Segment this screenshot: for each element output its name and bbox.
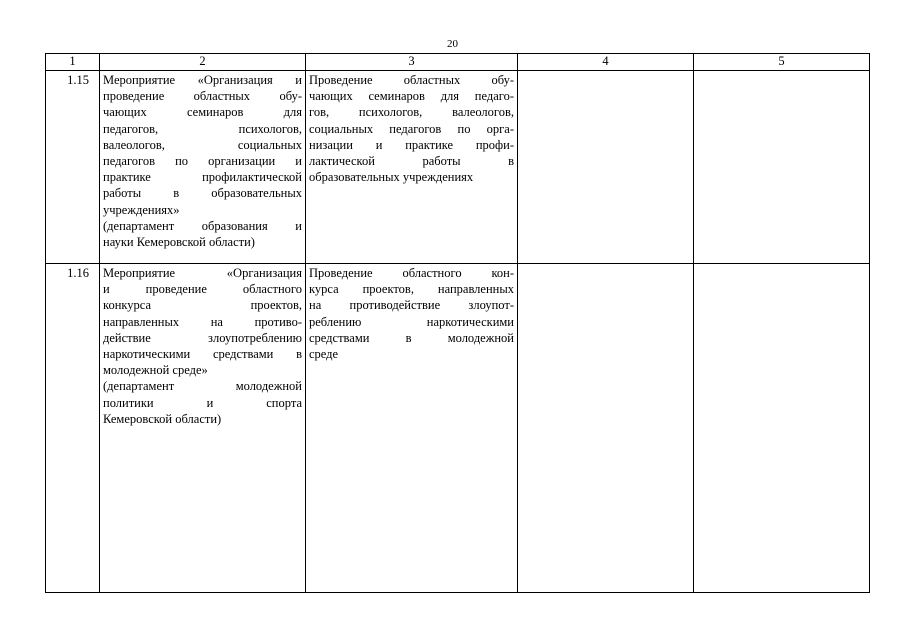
cell-text-line: наркотическими средствами в [103, 347, 302, 362]
cell-text-line: педагогов, психологов, [103, 121, 302, 136]
cell-text-line: валеологов, социальных [103, 137, 302, 152]
cell-text-line: курса проектов, направленных [309, 282, 514, 297]
cell-text-line: Мероприятие «Организация [103, 266, 302, 280]
measure-name-cell [100, 264, 306, 593]
column-header-2: 2 [100, 54, 306, 71]
cell-text-line: на противодействие злоупот- [309, 298, 514, 313]
cell-text-line: средствами в молодежной [309, 330, 514, 345]
cell-text-line: социальных педагогов по орга- [309, 121, 514, 136]
cell-text-line: реблению наркотическими [309, 314, 514, 329]
column-header-4: 4 [518, 54, 694, 71]
column-4-cell [518, 264, 694, 593]
row-number: 1.16 [46, 264, 100, 593]
cell-text-line: Кемеровской области) [103, 411, 222, 426]
cell-text-line: учреждениях» [103, 202, 180, 217]
cell-text-line: действие злоупотреблению [103, 330, 302, 345]
cell-text-line: конкурса проектов, [103, 298, 302, 313]
cell-text-line: работы в образовательных [103, 186, 302, 201]
cell-text-line: проведение областных обу- [103, 89, 302, 104]
cell-text-line: педагогов по организации и [103, 154, 302, 169]
column-4-cell [518, 71, 694, 264]
column-5-cell [694, 71, 870, 264]
table-row [46, 264, 870, 593]
table-header-row [46, 54, 870, 71]
measures-table [45, 53, 870, 593]
cell-text-line: (департамент образования и [103, 218, 302, 233]
cell-text-line: низации и практике профи- [309, 137, 514, 152]
cell-text-line: (департамент молодежной [103, 379, 302, 394]
cell-text-line: и проведение областного [103, 282, 302, 297]
cell-text-line: гов, психологов, валеологов, [309, 105, 514, 120]
cell-text-line: чающих семинаров для педаго- [309, 89, 514, 104]
column-header-1: 1 [46, 54, 100, 71]
row-number: 1.15 [46, 71, 100, 264]
page-number: 20 [447, 38, 458, 50]
column-header-3: 3 [306, 54, 518, 71]
cell-text-line: Мероприятие «Организация и [103, 73, 302, 87]
column-header-5: 5 [694, 54, 870, 71]
cell-text-line: Проведение областного кон- [309, 266, 514, 280]
cell-text-line: молодежной среде» [103, 363, 208, 378]
measure-name-cell [100, 71, 306, 264]
cell-text-line: Проведение областных обу- [309, 73, 514, 87]
cell-text-line: науки Кемеровской области) [103, 235, 255, 250]
cell-text-line: среде [309, 347, 339, 362]
cell-text-line: практике профилактической [103, 170, 302, 185]
cell-text-line: лактической работы в [309, 154, 514, 169]
table-row [46, 71, 870, 264]
cell-text-line: чающих семинаров для [103, 105, 302, 120]
cell-text-line: политики и спорта [103, 395, 302, 410]
cell-text-line: направленных на противо- [103, 314, 302, 329]
cell-text-line: образовательных учреждениях [309, 170, 474, 185]
measure-description-cell [306, 264, 518, 593]
measure-description-cell [306, 71, 518, 264]
column-5-cell [694, 264, 870, 593]
